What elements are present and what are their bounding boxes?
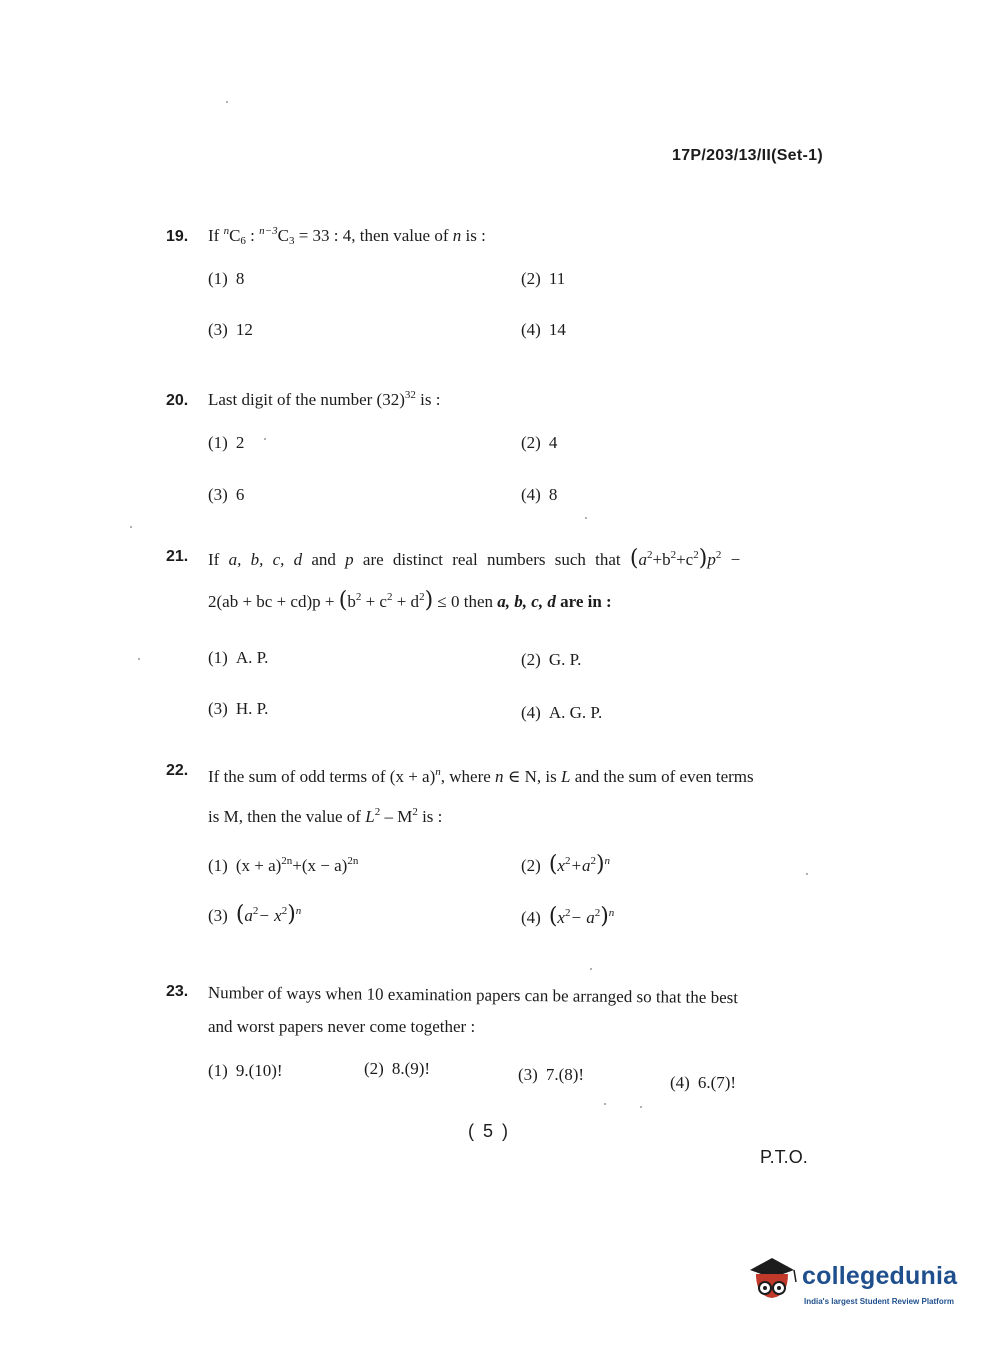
option-23-2: (2) 8.(9)!: [364, 1059, 431, 1078]
scan-speck: [130, 526, 132, 528]
option-22-1: (1) $(x + a)^{2n}+(x - a)^{2n}$: [208, 855, 359, 875]
question-20-stem: Last digit of the number $(32)^{32}$ is :: [208, 389, 441, 409]
brand-tagline: India's largest Student Review Platform: [804, 1297, 954, 1306]
option-19-2: (2) 11: [521, 269, 566, 288]
question-number-19: 19.: [166, 228, 189, 245]
question-number-20: 20.: [166, 392, 189, 409]
page-number: ( 5 ): [468, 1121, 511, 1141]
scan-speck: [806, 873, 808, 875]
scan-speck: [264, 438, 266, 440]
option-20-4: (4) 8: [521, 485, 558, 504]
question-number-22: 22.: [166, 762, 189, 779]
option-22-2: (2) $(x^2+a^2)^n$: [521, 852, 611, 877]
scan-speck: [604, 1103, 606, 1105]
option-22-4: (4) $(x^2- a^2)^n$: [521, 904, 615, 929]
mascot-icon: [742, 1248, 804, 1308]
option-21-4: (4) A. G. P.: [521, 703, 603, 722]
option-23-3: (3) 7.(8)!: [518, 1065, 585, 1084]
question-22-stem-line2: is M, then the value of $L^2 - M^2$ is :: [208, 806, 443, 826]
scan-speck: [590, 968, 592, 970]
option-23-4: (4) 6.(7)!: [670, 1073, 737, 1092]
option-23-1: (1) 9.(10)!: [208, 1061, 283, 1080]
option-22-3: (3) $(a^2- x^2)^n$: [208, 902, 302, 927]
option-21-1: (1) A. P.: [208, 648, 269, 667]
question-23-stem-line2: and worst papers never come together :: [208, 1017, 476, 1036]
question-22-stem-line1: If the sum of odd terms of $(x + a)^n$, where n ∈ N, is L and the sum of even terms: [208, 766, 754, 786]
option-19-4: (4) 14: [521, 320, 566, 339]
scan-speck: [640, 1106, 642, 1108]
question-19-stem: If $^nC_6$ : $^{n-3}C_3 = 33$ : 4, then value of n is :: [208, 225, 486, 247]
question-number-21: 21.: [166, 548, 189, 565]
option-20-1: (1) 2: [208, 433, 245, 452]
paper-code: 17P/203/13/II(Set-1): [672, 147, 823, 164]
question-23-stem-line1: Number of ways when 10 examination papers can be arranged so that the best: [207, 983, 739, 1008]
question-number-23: 23.: [166, 983, 189, 1000]
brand-name: collegedunia: [802, 1262, 958, 1290]
question-21-stem-line2: 2(ab + bc + $cd)p + (b^2 + c^2 + d^2) \le 0$ then a, b, c, d are in :: [208, 588, 612, 613]
option-19-3: (3) 12: [208, 320, 253, 339]
scan-speck: [226, 101, 228, 103]
option-21-3: (3) H. P.: [208, 699, 269, 718]
option-19-1: (1) 8: [208, 269, 245, 288]
option-21-2: (2) G. P.: [521, 650, 582, 669]
question-21-stem-line1: If a, b, c, d and p are distinct real numbers such that $(a^2+b^2+c^2)p^2$ −: [208, 546, 741, 571]
pto-label: P.T.O.: [760, 1147, 808, 1167]
option-20-3: (3) 6: [208, 485, 245, 504]
scan-speck: [138, 658, 140, 660]
option-20-2: (2) 4: [521, 433, 558, 452]
scan-speck: [585, 517, 587, 519]
